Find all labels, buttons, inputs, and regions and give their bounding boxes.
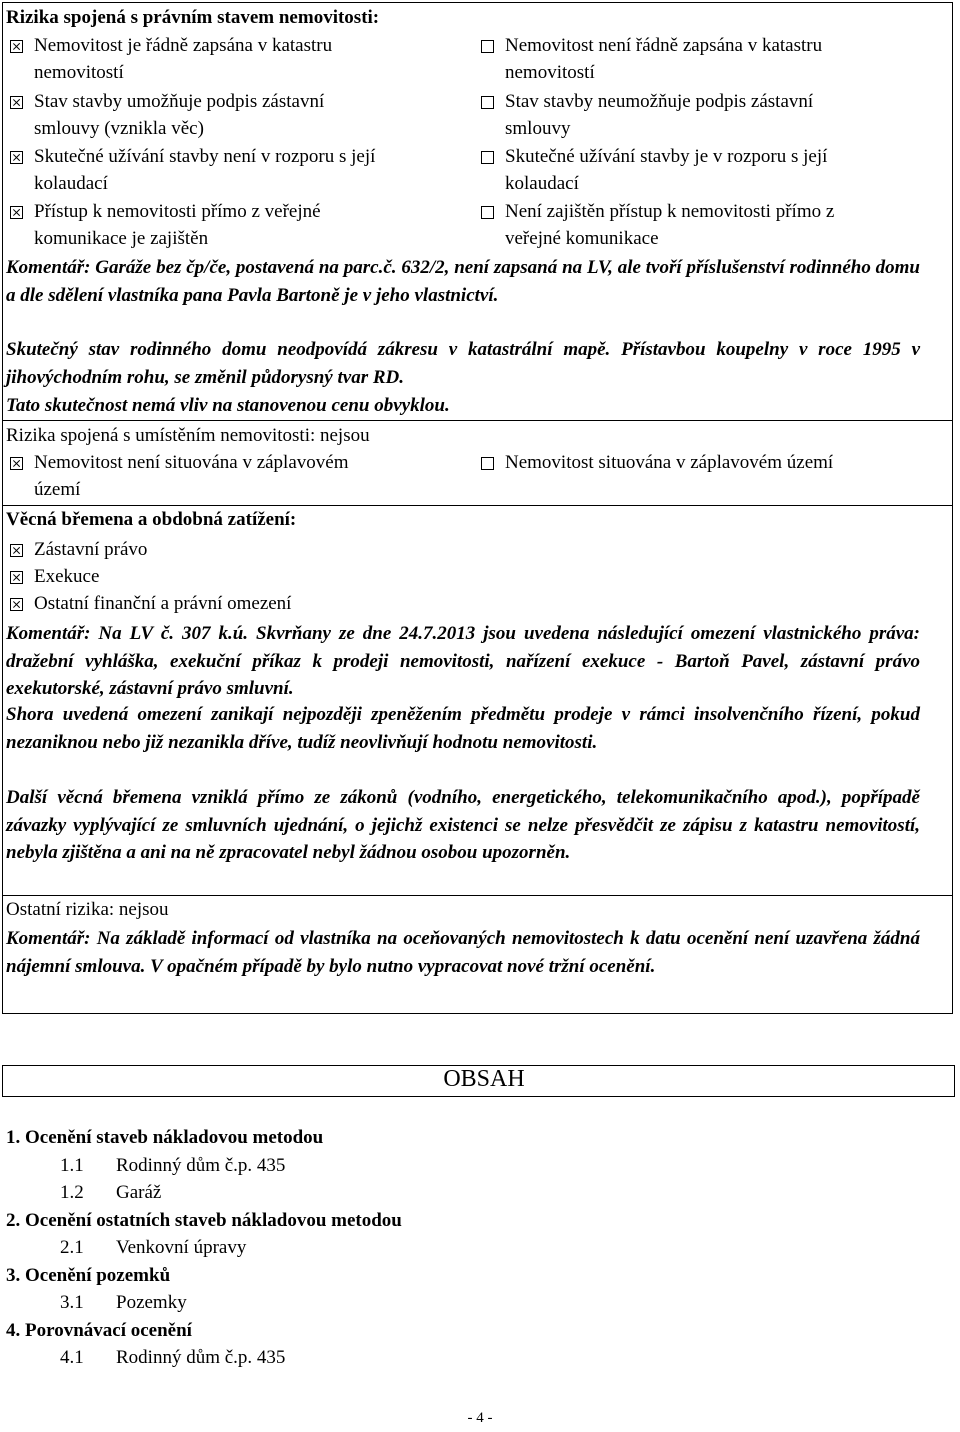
encumbrances-comment: Komentář: Na LV č. 307 k.ú. Skvrňany ze dne 24.7.2013 jsou uvedena následující omezení vlastnického práva: dražební vyhláška, exekuční příkaz k prodeji nemovitosti, nařízení exekuce - Bartoň Pavel, zástavní právo exekutorské, zástavní právo smluvní. xyxy=(6,623,920,699)
toc-title: OBSAH xyxy=(443,1066,525,1092)
risk-option-label: Přístup k nemovitosti přímo z veřejné xyxy=(34,201,321,222)
legal-risks-comment-2: Skutečný stav rodinného domu neodpovídá zákresu v katastrální mapě. Přístavbou koupelny v roce 1995 v jihovýchodním rohu, se změnil půdorysný tvar RD. xyxy=(6,339,920,388)
risk-option-label: Skutečné užívání stavby není v rozporu s její xyxy=(34,146,376,167)
checkbox-icon[interactable] xyxy=(10,571,23,584)
risk-option-label: smlouvy xyxy=(505,118,571,139)
risk-option-label: Nemovitost není řádně zapsána v katastru xyxy=(505,35,823,56)
checkbox-icon[interactable] xyxy=(481,151,494,164)
divider xyxy=(2,895,953,896)
page-number: - 4 - xyxy=(467,1410,493,1426)
checkbox-icon[interactable] xyxy=(481,40,494,53)
risk-option-label: nemovitostí xyxy=(34,62,124,83)
checkbox-icon[interactable] xyxy=(10,206,23,219)
checkbox-icon[interactable] xyxy=(10,457,23,470)
toc-item-number: 4.1 xyxy=(60,1347,84,1368)
checkbox-icon[interactable] xyxy=(481,206,494,219)
encumbrances-heading: Věcná břemena a obdobná zatížení: xyxy=(6,509,297,530)
checkbox-icon[interactable] xyxy=(10,598,23,611)
toc-item[interactable]: Rodinný dům č.p. 435 xyxy=(116,1154,286,1176)
toc-item-number: 1.2 xyxy=(60,1182,84,1203)
other-risks-comment: Komentář: Na základě informací od vlastníka na oceňovaných nemovitostech k datu ocenění není uzavřena žádná nájemní smlouva. V opačném případě by bylo nutno vypracovat nové tržní ocenění. xyxy=(6,928,920,977)
risk-option-label: Nemovitost je řádně zapsána v katastru xyxy=(34,35,333,56)
checkbox-icon[interactable] xyxy=(10,96,23,109)
divider xyxy=(2,505,953,506)
checkbox-icon[interactable] xyxy=(10,40,23,53)
encumbrance-label: Ostatní finanční a právní omezení xyxy=(34,593,292,614)
toc-item[interactable]: Venkovní úpravy xyxy=(116,1237,247,1258)
legal-risks-comment: Komentář: Garáže bez čp/če, postavená na parc.č. 632/2, není zapsaná na LV, ale tvoří příslušenství rodinného domu a dle sdělení vlastníka pana Pavla Bartoně je v jeho vlastnictví. xyxy=(6,257,920,306)
toc-section[interactable]: 3. Ocenění pozemků xyxy=(6,1264,171,1286)
risk-option-label: veřejné komunikace xyxy=(505,228,659,249)
risk-option-label: Stav stavby umožňuje podpis zástavní xyxy=(34,91,325,112)
risk-option-label: kolaudací xyxy=(34,173,108,194)
encumbrance-label: Exekuce xyxy=(34,566,100,587)
divider xyxy=(2,420,953,421)
toc-section[interactable]: 2. Ocenění ostatních staveb nákladovou metodou xyxy=(6,1209,402,1231)
toc-item-number: 1.1 xyxy=(60,1154,84,1176)
toc-section[interactable]: 4. Porovnávací ocenění xyxy=(6,1319,192,1341)
risk-option-label: smlouvy (vznikla věc) xyxy=(34,118,204,139)
location-option-label: území xyxy=(34,479,81,500)
toc-item[interactable]: Pozemky xyxy=(116,1292,187,1313)
risk-option-label: kolaudací xyxy=(505,173,579,194)
location-option-label: Nemovitost situována v záplavovém území xyxy=(505,452,834,473)
risk-option-label: Není zajištěn přístup k nemovitosti přímo z xyxy=(505,201,835,222)
checkbox-icon[interactable] xyxy=(481,457,494,470)
risk-option-label: Skutečné užívání stavby je v rozporu s její xyxy=(505,146,828,167)
legal-risks-heading: Rizika spojená s právním stavem nemovitosti: xyxy=(6,7,380,28)
risk-option-label: nemovitostí xyxy=(505,62,595,83)
toc-item-number: 3.1 xyxy=(60,1292,84,1313)
encumbrances-comment-3: Další věcná břemena vzniklá přímo ze zákonů (vodního, energetického, telekomunikačního apod.), popřípadě závazky vyplývající ze smluvních ujednání, o jejichž existenci se nelze přesvědčit ze zápisu z katastru nemovitostí, nebyla zjištěna a ani na ně zpracovatel nebyl žádnou osobou upozorněn. xyxy=(6,787,920,863)
checkbox-icon[interactable] xyxy=(10,151,23,164)
location-risks-heading: Rizika spojená s umístěním nemovitosti: nejsou xyxy=(6,425,370,446)
legal-risks-comment-3: Tato skutečnost nemá vliv na stanovenou cenu obvyklou. xyxy=(6,395,450,416)
toc-item[interactable]: Rodinný dům č.p. 435 xyxy=(116,1347,286,1368)
checkbox-icon[interactable] xyxy=(481,96,494,109)
toc-section[interactable]: 1. Ocenění staveb nákladovou metodou xyxy=(6,1127,324,1148)
toc-item[interactable]: Garáž xyxy=(116,1182,162,1203)
toc-item-number: 2.1 xyxy=(60,1237,84,1258)
encumbrances-comment-2: Shora uvedená omezení zanikají nejpozději zpeněžením předmětu prodeje v rámci insolvenčního řízení, pokud nezaniknou nebo již nezanikla dříve, tudíž neovlivňují hodnotu nemovitosti. xyxy=(6,704,920,753)
other-risks-heading: Ostatní rizika: nejsou xyxy=(6,899,169,920)
checkbox-icon[interactable] xyxy=(10,544,23,557)
risk-option-label: komunikace je zajištěn xyxy=(34,228,209,249)
risk-option-label: Stav stavby neumožňuje podpis zástavní xyxy=(505,91,814,112)
location-option-label: Nemovitost není situována v záplavovém xyxy=(34,452,349,473)
encumbrance-label: Zástavní právo xyxy=(34,539,148,560)
